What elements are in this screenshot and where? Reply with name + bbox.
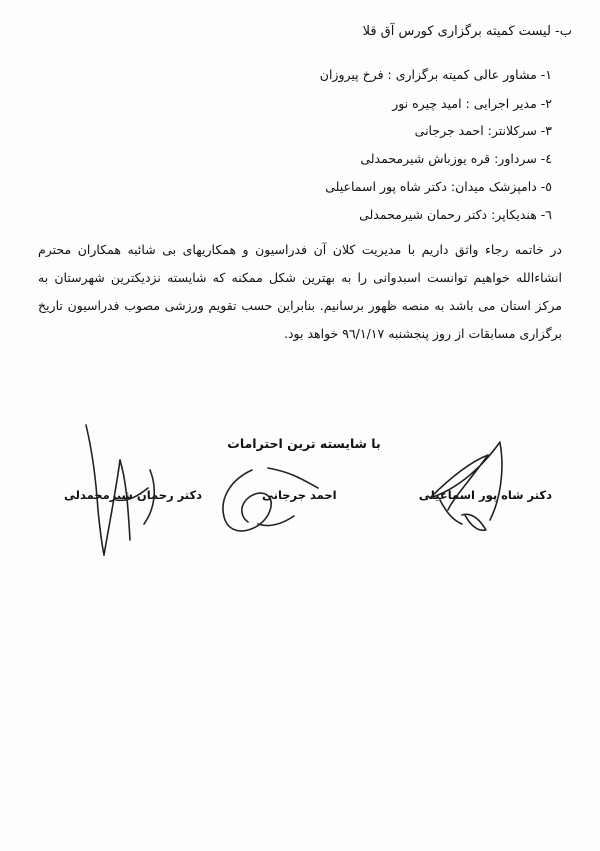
list-item-veterinarian: ٥- دامپزشک میدان: دکتر شاه پور اسماعیلی bbox=[325, 179, 552, 194]
signatory-name-chief-steward: احمد جرجانی bbox=[262, 488, 337, 502]
list-item-chief-steward: ۳- سرکلانتر: احمد جرجانی bbox=[414, 123, 552, 138]
closing-paragraph: در خاتمه رجاء واثق داریم با مدیریت کلان آن فدراسیون و همکاریهای بی شائبه همکاران محترم انشاءالله خواهیم توانست اسبدوانی را به بهترین شکل ممکنه که شایسته نزدیکترین شهرستان به مرکز استان می باشد به منصه ظهور برسانیم. بنابراین حسب تقویم ورزشی مصوب فدراسیون تاریخ برگزاری مسابقات از روز پنجشنبه ۹٦/۱/۱۷ خواهد بود. bbox=[38, 242, 562, 341]
list-item-chief-judge: ٤- سرداور: قره یوزباش شیرمحمدلی bbox=[360, 151, 552, 166]
signatory-name-handicapper: دکتر رحمان شیرمحمدلی bbox=[64, 488, 203, 502]
signature-mark-veterinarian bbox=[430, 442, 502, 530]
list-item-handicapper: ٦- هندیکاپر: دکتر رحمان شیرمحمدلی bbox=[359, 207, 552, 222]
committee-list-heading: ب- لیست کمیته برگزاری کورس آق قلا bbox=[362, 24, 572, 39]
closing-salutation: با شایسته ترین احترامات bbox=[227, 436, 381, 451]
signatory-name-veterinarian: دکتر شاه پور اسماعیلی bbox=[418, 488, 552, 502]
list-item-advisor: ۱- مشاور عالی کمیته برگزاری : فرخ پیروزان bbox=[319, 67, 552, 82]
list-item-executive-manager: ۲- مدیر اجرایی : امید چیره نور bbox=[392, 96, 552, 111]
